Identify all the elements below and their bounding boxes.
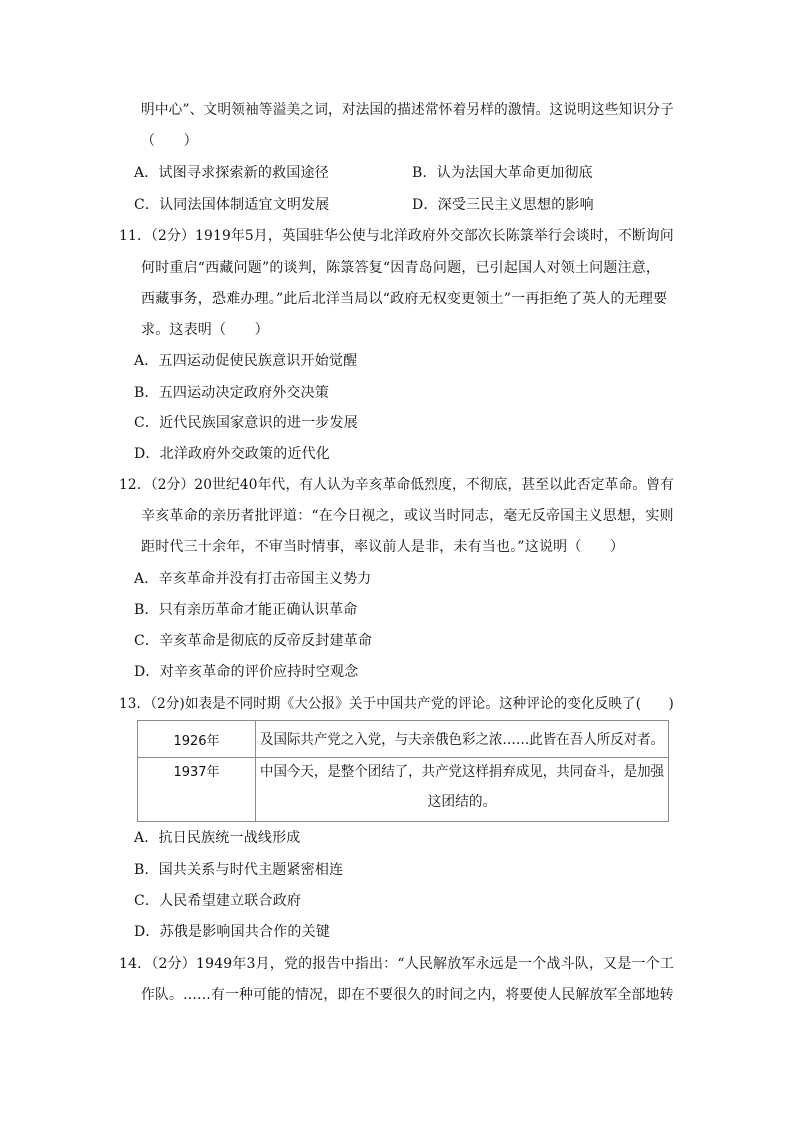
q12-stem-line-2: 辛亥革命的亲历者批评道：“在今日视之，或议当时同志，毫无反帝国主义思想，实则 [141, 508, 674, 524]
q12-stem-line-1: 12．（2分）20世纪40年代，有人认为辛亥革命低烈度，不彻底，甚至以此否定革命。曾有 [119, 477, 674, 493]
q10-stem-line-1: 明中心”、文明领袖等溢美之词，对法国的描述常怀着另样的激情。这说明这些知识分子 [141, 102, 674, 118]
q10-stem-line-2: （ ） [141, 133, 198, 149]
comment-1937-line-1: 中国今天，是整个团结了，共产党这样捐弃成见，共同奋斗，是加强 [260, 764, 664, 780]
q13-stem-line-1: 13．（2分)如表是不同时期《大公报》关于中国共产党的评论。这种评论的变化反映了( ) [119, 696, 674, 712]
q10-option-a[interactable]: A．试图寻求探索新的救国途径 [134, 165, 329, 181]
q11-option-a[interactable]: A．五四运动促使民族意识开始觉醒 [134, 353, 358, 369]
table-row [138, 757, 668, 822]
q11-stem-line-4: 求。这表明（ ） [141, 322, 269, 338]
q10-option-b[interactable]: B．认为法国大革命更加彻底 [412, 165, 593, 181]
q12-option-d[interactable]: D．对辛亥革命的评价应持时空观念 [134, 664, 359, 680]
q11-stem-line-2: 何时重启“西藏问题”的谈判，陈箓答复“因青岛问题，已引起国人对领土问题注意， [141, 260, 661, 276]
q13-option-b[interactable]: B．国共关系与时代主题紧密相连 [134, 862, 344, 878]
q13-option-d[interactable]: D．苏俄是影响国共合作的关键 [134, 924, 331, 940]
q14-stem-line-2: 作队。……有一种可能的情况，即在不要很久的时间之内，将要使人民解放军全部地转 [141, 987, 674, 1003]
comment-1937-line-2: 这团结的。 [427, 794, 497, 810]
q12-stem-line-3: 距时代三十余年，不审当时情事，率议前人是非，未有当也。”这说明（ ） [141, 539, 625, 555]
q13-comment-table [137, 720, 669, 822]
q12-option-a[interactable]: A．辛亥革命并没有打击帝国主义势力 [134, 571, 372, 587]
year-1926: 1926年 [173, 734, 220, 749]
q11-option-c[interactable]: C．近代民族国家意识的进一步发展 [134, 415, 358, 431]
table-row [138, 721, 668, 758]
q14-stem-line-1: 14．（2分）1949年3月，党的报告中指出：“人民解放军永远是一个战斗队，又是一个工 [119, 956, 675, 972]
q13-option-c[interactable]: C．人民希望建立联合政府 [134, 893, 302, 909]
q11-stem-line-1: 11．（2分）1919年5月，英国驻华公使与北洋政府外交部次长陈箓举行会谈时，不断询问 [119, 228, 674, 244]
q10-option-c[interactable]: C．认同法国体制适宜文明发展 [134, 197, 330, 213]
year-1937: 1937年 [173, 765, 220, 780]
q11-option-d[interactable]: D．北洋政府外交政策的近代化 [134, 446, 331, 462]
table-cell-comment [256, 757, 668, 822]
table-cell-comment [256, 721, 668, 757]
q11-stem-line-3: 西藏事务，恐难办理。”此后北洋当局以“政府无权变更领土”一再拒绝了英人的无理要 [141, 291, 668, 307]
q13-option-a[interactable]: A．抗日民族统一战线形成 [134, 830, 301, 846]
table-cell-year [138, 721, 256, 757]
q12-option-c[interactable]: C．辛亥革命是彻底的反帝反封建革命 [134, 633, 373, 649]
q10-option-d[interactable]: D．深受三民主义思想的影响 [412, 197, 594, 213]
q11-option-b[interactable]: B．五四运动决定政府外交决策 [134, 385, 330, 401]
table-cell-year [138, 757, 256, 822]
q12-option-b[interactable]: B．只有亲历革命才能正确认识革命 [134, 602, 358, 618]
comment-1926: 及国际共产党之入党，与夫亲俄色彩之浓……此皆在吾人所反对者。 [260, 732, 664, 748]
